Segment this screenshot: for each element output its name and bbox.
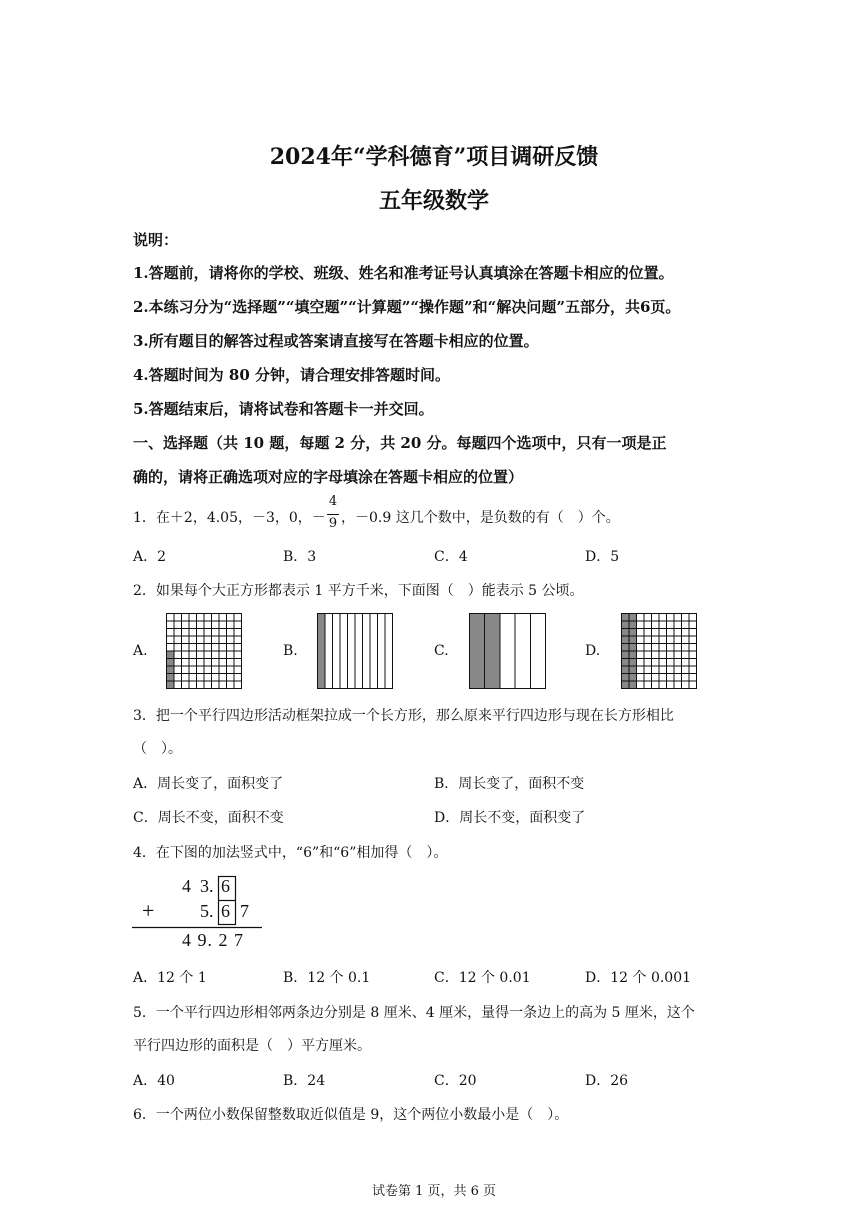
q2-label-a: A.	[133, 643, 148, 659]
q5-stem-line2: 平行四边形的面积是（ ）平方厘米。	[133, 1038, 371, 1054]
q2-stem: 2．如果每个大正方形都表示 1 平方千米，下面图（ ）能表示 5 公顷。	[133, 583, 584, 599]
q5-option-d: D．26	[585, 1073, 629, 1089]
q3-option-b: B．周长变了，面积不变	[434, 776, 585, 792]
q2-figure-b	[317, 613, 393, 689]
q3-option-c: C．周长不变，面积不变	[133, 810, 284, 826]
instruction-3: 3.所有题目的解答过程或答案请直接写在答题卡相应的位置。	[133, 332, 539, 350]
q4-row1-digit-ones: 3.	[200, 876, 214, 896]
q2-label-d: D.	[585, 643, 601, 659]
instruction-1: 1.答题前，请将你的学校、班级、姓名和准考证号认真填涂在答题卡相应的位置。	[133, 264, 674, 282]
q2-label-c: C.	[434, 643, 449, 659]
q4-option-c: C．12 个 0.01	[434, 970, 531, 986]
q2-label-b: B.	[283, 643, 298, 659]
q5-stem-line1: 5．一个平行四边形相邻两条边分别是 8 厘米、4 厘米，量得一条边上的高为 5 厘米，这个	[133, 1005, 695, 1021]
q4-vertical-addition-lines	[130, 874, 265, 930]
q3-option-a: A．周长变了，面积变了	[133, 776, 284, 792]
q6-stem: 6．一个两位小数保留整数取近似值是 9，这个两位小数最小是（ ）。	[133, 1107, 569, 1123]
instruction-4: 4.答题时间为 80 分钟，请合理安排答题时间。	[133, 366, 450, 384]
q4-row1-digit-tenths: 6	[221, 876, 230, 896]
q3-stem-line1: 3．把一个平行四边形活动框架拉成一个长方形，那么原来平行四边形与现在长方形相比	[133, 708, 674, 724]
q5-option-b: B．24	[283, 1073, 326, 1089]
q4-option-d: D．12 个 0.001	[585, 970, 692, 986]
q4-row2-digit-tenths: 6	[221, 901, 230, 921]
page-footer: 试卷第 1 页，共 6 页	[371, 1184, 497, 1199]
q4-row2-digit-ones: 5.	[200, 901, 214, 921]
q4-option-b: B．12 个 0.1	[283, 970, 371, 986]
q4-row2-digit-hundredths: 7	[240, 901, 249, 921]
section-heading-line1: 一、选择题（共 10 题，每题 2 分，共 20 分。每题四个选项中，只有一项是正	[133, 434, 667, 452]
q4-option-a: A．12 个 1	[133, 970, 207, 986]
q1-option-a: A．2	[133, 549, 167, 565]
q1-stem-before: 1．在＋2，4.05，－3，0，－	[133, 510, 326, 526]
q2-figure-c	[469, 613, 546, 689]
instruction-5: 5.答题结束后，请将试卷和答题卡一并交回。	[133, 400, 434, 418]
q1-fraction-bar	[327, 514, 339, 515]
q1-option-b: B．3	[283, 549, 317, 565]
page-subtitle: 五年级数学	[378, 188, 489, 214]
section-heading-line2: 确的，请将正确选项对应的字母填涂在答题卡相应的位置）	[133, 468, 524, 486]
q4-result: 4 9. 2 7	[182, 930, 244, 950]
q4-row1-digit-tens: 4	[182, 876, 191, 896]
instruction-2: 2.本练习分为“选择题”“填空题”“计算题”“操作题”和“解决问题”五部分，共6页。	[133, 298, 681, 316]
q5-option-c: C．20	[434, 1073, 477, 1089]
q3-stem-line2: （ ）。	[133, 741, 182, 757]
q1-fraction-numerator: 4	[328, 494, 338, 509]
q2-figure-d	[621, 613, 697, 689]
q3-option-d: D．周长不变，面积变了	[434, 810, 586, 826]
q1-option-d: D．5	[585, 549, 620, 565]
q4-plus-sign: +	[142, 898, 155, 923]
q1-stem-after: ，－0.9 这几个数中，是负数的有（ ）个。	[341, 510, 620, 526]
q5-option-a: A．40	[133, 1073, 175, 1089]
q2-figure-a	[166, 613, 242, 689]
q1-fraction-denominator: 9	[328, 516, 338, 531]
instructions-heading: 说明：	[133, 231, 179, 249]
q1-option-c: C．4	[434, 549, 468, 565]
q4-stem: 4．在下图的加法竖式中，“6”和“6”相加得（ ）。	[133, 845, 448, 861]
page-title: 2024年“学科德育”项目调研反馈	[269, 144, 599, 170]
